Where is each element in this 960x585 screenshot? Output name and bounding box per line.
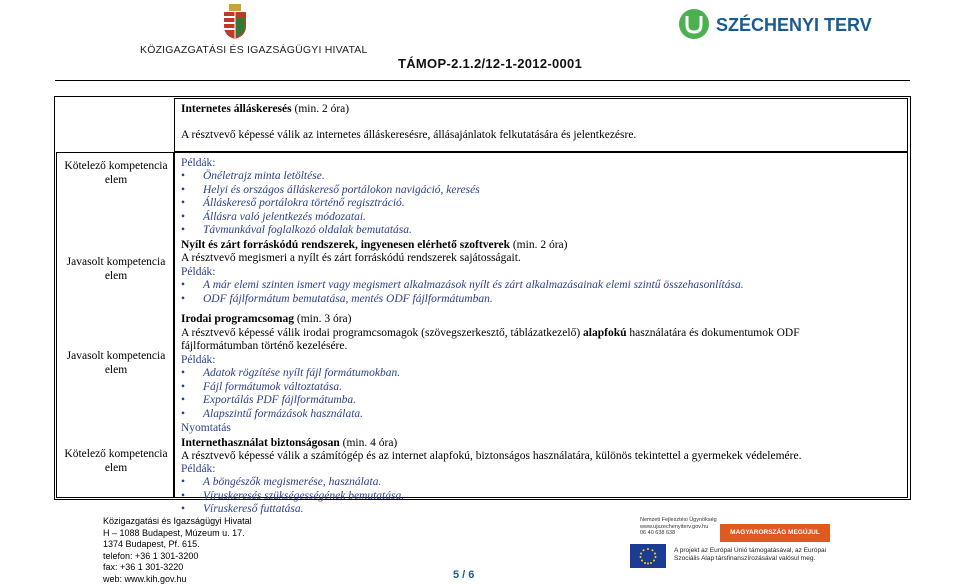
eu-flag-icon [630, 544, 666, 568]
footer-address [103, 516, 252, 585]
s2-list [177, 279, 744, 306]
label-column [56, 152, 174, 498]
org-name: KÖZIGAZGATÁSI ÉS IGAZSÁGÜGYI HIVATAL [140, 44, 330, 56]
s4-examples-label: Példák: [181, 463, 216, 476]
s2-heading [181, 239, 567, 252]
top-cell-hours: (min. 2 óra) [295, 103, 350, 115]
list-item: • Fájl formátumok változtatása. [177, 381, 400, 395]
list-item: • A böngészők megismerése, használata. [177, 476, 404, 490]
s3-desc-bold: alapfokú [583, 327, 626, 339]
list-item: • Víruskeresés szükségességének bemutatása. [177, 490, 404, 504]
list-item: • Exportálás PDF fájlformátumba. [177, 394, 400, 408]
list-item: • A már elemi szinten ismert vagy megismert alkalmazások nyílt és zárt alkalmazásainak elemi szintű összehasonlítása. [177, 279, 744, 293]
s4-title: Internethasználat biztonságosan [181, 437, 340, 449]
org-logo-block [140, 4, 330, 58]
s4-heading [181, 437, 397, 450]
eu-line-2: Szociális Alap társfinanszírozásával valósul meg. [674, 555, 826, 563]
list-item: • Állásra való jelentkezés módozatai. [177, 211, 480, 225]
s4-desc: A résztvevő képessé válik a számítógép és az internet alapfokú, biztonságos használatára, különös tekintettel a gyermekek védelemére. [181, 450, 801, 463]
coat-of-arms-icon [221, 4, 249, 40]
szechenyi-brand: SZÉCHENYI TERV [716, 15, 872, 36]
list-item: • Álláskereső portálokra történő regisztráció. [177, 197, 480, 211]
s3-desc-line1 [181, 327, 800, 340]
nfu-line-3: 06 40 638 638 [640, 530, 717, 537]
list-item: • Helyi és országos álláskereső portálokon navigáció, keresés [177, 184, 480, 198]
nfu-info [640, 517, 717, 537]
list-item: • Önéletrajz minta letöltése. [177, 170, 480, 184]
s3-title: Irodai programcsomag [181, 313, 294, 325]
s1-examples-label: Példák: [181, 157, 216, 170]
list-item: • Adatok rögzítése nyílt fájl formátumokban. [177, 367, 400, 381]
list-item: • Távmunkával foglalkozó oldalak bemutatása. [177, 224, 480, 238]
top-cell-title: Internetes álláskeresés [181, 103, 292, 115]
s3-desc-line2: fájlformátumban történő kezelésére. [181, 340, 347, 353]
list-item: • Alapszintű formázások használata. [177, 408, 400, 422]
page-header [0, 0, 960, 85]
top-cell-desc: A résztvevő képessé válik az internetes álláskeresésre, állásajánlatok felkutatására és jelentkezésre. [181, 129, 636, 142]
nfu-line-2: www.ujszechenyiterv.gov.hu [640, 524, 717, 531]
eu-line-1: A projekt az Európai Unió támogatásával, az Európai [674, 547, 826, 555]
top-cell-heading [181, 103, 349, 116]
s3-list [177, 367, 400, 421]
szechenyi-logo-block [678, 6, 848, 46]
top-cell [174, 98, 908, 152]
label-1: Kötelező kompetencia elem [63, 159, 169, 187]
footer-line: fax: +36 1 301-3220 [103, 562, 252, 574]
s3-examples-label: Példák: [181, 354, 216, 367]
footer-line: telefon: +36 1 301-3200 [103, 551, 252, 563]
s2-examples-label: Példák: [181, 266, 216, 279]
content-column [174, 152, 908, 498]
s1-list [177, 170, 480, 238]
label-4: Kötelező kompetencia elem [63, 447, 169, 475]
s2-title: Nyílt és zárt forráskódú rendszerek, ingyenesen elérhető szoftverek [181, 239, 510, 251]
list-item: • ODF fájlformátum bemutatása, mentés ODF fájlformátumban. [177, 293, 744, 307]
s3-desc-part1: A résztvevő képessé válik irodai programcsomagok (szövegszerkesztő, táblázatkezelő) [181, 327, 580, 339]
footer-web-link[interactable]: web: www.kih.gov.hu [103, 574, 252, 585]
s2-hours: (min. 2 óra) [513, 239, 568, 251]
s3-hours: (min. 3 óra) [297, 313, 352, 325]
label-3: Javasolt kompetencia elem [63, 349, 169, 377]
footer-line: H – 1088 Budapest, Múzeum u. 17. [103, 528, 252, 540]
footer-line: Közigazgatási és Igazságügyi Hivatal [103, 516, 252, 528]
project-code: TÁMOP-2.1.2/12-1-2012-0001 [398, 56, 582, 71]
nfu-line-1: Nemzeti Fejlesztési Ügynökség [640, 517, 717, 524]
megujul-badge: MAGYARORSZÁG MEGÚJUL [720, 524, 830, 542]
s4-hours: (min. 4 óra) [343, 437, 398, 449]
s3-desc-part2: használatára és dokumentumok ODF [629, 327, 799, 339]
label-2: Javasolt kompetencia elem [63, 255, 169, 283]
s3-extra: Nyomtatás [181, 422, 231, 435]
footer-line: 1374 Budapest, Pf. 615. [103, 539, 252, 551]
competency-table [54, 96, 911, 500]
list-item: • Víruskereső futtatása. [177, 503, 404, 517]
eu-support-text [674, 547, 826, 563]
header-divider [55, 80, 910, 81]
s3-heading [181, 313, 351, 326]
szechenyi-u-icon [678, 6, 710, 40]
footer-logos [630, 514, 840, 576]
s2-desc: A résztvevő megismeri a nyílt és zárt forráskódú rendszerek sajátosságait. [181, 252, 521, 265]
s4-list [177, 476, 404, 517]
page-number: 5 / 6 [453, 569, 474, 581]
